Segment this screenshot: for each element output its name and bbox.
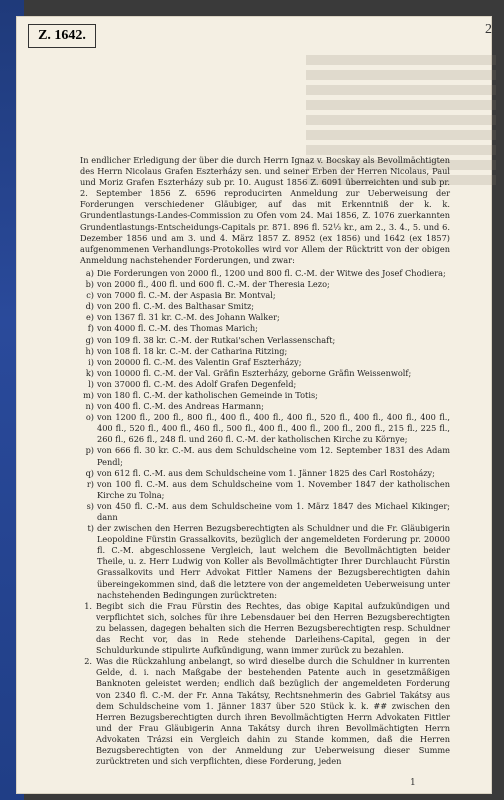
- claim-key: b): [85, 279, 94, 290]
- condition-key: 1.: [84, 600, 92, 611]
- claim-item: [80, 357, 450, 368]
- claim-item: [80, 335, 450, 346]
- claim-item: [80, 312, 450, 323]
- condition-text: Begibt sich die Frau Fürstin des Rechtes, das obige Kapital aufzukündigen und verpflichtet sich, solches für ihre Lebensdauer bei den Herren Bezugsberechtigten zu belassen, dagegen behalten sich die Herren Bezugsberechtigten resp. Schuldner das Recht vor, das in Rede stehende Darleihens-Capital, gegen in der Schuldurkunde stipulirte Aufkündigung, wann immer zurück zu bezahlen.: [96, 600, 450, 656]
- claim-text: Die Forderungen von 2000 fl., 1200 und 800 fl. C.-M. der Witwe des Josef Chodiera;: [97, 267, 446, 278]
- footer-mark: 1: [410, 778, 416, 788]
- claim-text: von 1200 fl., 200 fl., 800 fl., 400 fl., 400 fl., 400 fl., 520 fl., 400 fl., 400 fl., 400 fl., 400 fl., 520 fl., 400 fl., 460 fl., 500 fl., 400 fl., 400 fl., 200 fl., 200 fl., 215 fl., 225 fl., 260 fl., 626 fl., 248 fl. und 260 fl. C.-M. der katholischen Kirche zu Környe;: [97, 412, 450, 445]
- claim-text: von 200 fl. C.-M. des Balthasar Smitz;: [97, 301, 255, 312]
- claim-key: t): [87, 523, 94, 534]
- claim-text: von 666 fl. 30 kr. C.-M. aus dem Schuldscheine vom 12. September 1831 des Adam Pendl;: [97, 445, 450, 467]
- claim-text: von 400 fl. C.-M. des Andreas Harmann;: [97, 401, 264, 412]
- claim-text: von 2000 fl., 400 fl. und 600 fl. C.-M. der Theresia Lezo;: [97, 279, 330, 290]
- claim-text: von 450 fl. C.-M. aus dem Schuldscheine vom 1. März 1847 des Michael Kikinger; dann: [97, 500, 450, 522]
- claim-key: h): [85, 345, 94, 356]
- claim-key: r): [86, 478, 94, 489]
- claim-text: von 108 fl. 18 kr. C.-M. der Catharina Ritzing;: [97, 345, 288, 356]
- claim-key: f): [87, 323, 94, 334]
- claim-text: der zwischen den Herren Bezugsberechtigten als Schuldner und die Fr. Gläubigerin Leopoldine Fürstin Grassalkovits, bezüglich der angemeldeten Forderung pr. 20000 fl. C.-M. abgeschlossene Vergleich, laut welchem die Bevollmächtigten beider Theile, u. z. Herr Ludwig von Koller als Bevollmächtigter Ihrer Durchlaucht Fürstin Grassalkovits und Herr Advokat Fittler Namens der Bezugsberechtigten dahin übereingekommen sind, daß die letztere von der angemeldeten Ueberweisung unter nachstehenden Bedingungen zurücktreten:: [97, 523, 450, 600]
- claim-item: [80, 412, 450, 445]
- claim-text: von 7000 fl. C.-M. der Aspasia Br. Montval;: [97, 290, 276, 301]
- conditions-list: [80, 601, 450, 767]
- claim-key: n): [85, 401, 94, 412]
- claim-item: [80, 479, 450, 501]
- claim-text: von 100 fl. C.-M. aus dem Schuldscheine vom 1. November 1847 der katholischen Kirche zu Tolna;: [97, 478, 450, 500]
- claim-item: [80, 401, 450, 412]
- condition-key: 2.: [84, 656, 92, 667]
- claim-text: von 10000 fl. C.-M. der Val. Gräfin Eszterházy, geborne Gräfin Weissenwolf;: [97, 367, 412, 378]
- claim-text: von 4000 fl. C.-M. des Thomas Marich;: [97, 323, 258, 334]
- claim-item: [80, 523, 450, 601]
- claim-item: [80, 368, 450, 379]
- claim-text: von 180 fl. C.-M. der katholischen Gemeinde in Totis;: [97, 389, 318, 400]
- claim-text: von 20000 fl. C.-M. des Valentin Graf Eszterházy;: [97, 356, 302, 367]
- claim-key: g): [85, 334, 94, 345]
- claim-key: e): [85, 312, 94, 323]
- claim-item: [80, 323, 450, 334]
- claim-text: von 1367 fl. 31 kr. C.-M. des Johann Walker;: [97, 312, 280, 323]
- claim-key: q): [85, 467, 94, 478]
- claim-key: i): [88, 356, 94, 367]
- claim-item: [80, 290, 450, 301]
- claim-text: von 109 fl. 38 kr. C.-M. der Rutkai'schen Verlassenschaft;: [97, 334, 336, 345]
- claim-key: c): [86, 290, 94, 301]
- claim-key: a): [85, 267, 94, 278]
- claim-item: [80, 445, 450, 467]
- claim-text: von 37000 fl. C.-M. des Adolf Grafen Degenfeld;: [97, 378, 297, 389]
- claim-key: l): [88, 378, 94, 389]
- claim-key: d): [85, 301, 94, 312]
- page-number: 2: [485, 22, 492, 37]
- claim-item: [80, 379, 450, 390]
- file-reference-box: Z. 1642.: [28, 24, 96, 48]
- claim-key: m): [83, 389, 94, 400]
- claim-item: [80, 301, 450, 312]
- claim-key: s): [86, 500, 94, 511]
- intro-paragraph: In endlicher Erledigung der über die durch Herrn Ignaz v. Bocskay als Bevollmächtigten des Herrn Nicolaus Grafen Eszterházy sen. und seiner Erben der Herren Nicolaus, Paul und Moriz Grafen Eszterházy sub pr. 10. August 1856 Z. 6091 überreichten und sub pr. 2. September 1856 Z. 6596 reproducirten Anmeldung zur Ueberweisung der Forderungen verschiedener Gläubiger, auf das mit Erkenntniß der k. k. Grundentlastungs-Landes-Commission zu Ofen vom 24. Mai 1856, Z. 1076 zuerkannten Grundentlastungs-Entscheidungs-Capitals pr. 871. 896 fl. 52⅓ kr., am 2., 3. 4., 5. und 6. Dezember 1856 und am 3. und 4. März 1857 Z. 8952 (ex 1856) und 1642 (ex 1857) aufgenommenen Verhandlungs-Protokolles wird vor Allem der Rücktritt von der obigen Anmeldung nachstehender Forderungen, und zwar:: [80, 155, 450, 265]
- claim-key: o): [85, 412, 94, 423]
- claim-item: [80, 501, 450, 523]
- claim-key: p): [85, 445, 94, 456]
- claim-item: [80, 279, 450, 290]
- claim-item: [80, 268, 450, 279]
- claim-text: von 612 fl. C.-M. aus dem Schuldscheine vom 1. Jänner 1825 des Carl Rostoházy;: [97, 467, 435, 478]
- condition-text: Was die Rückzahlung anbelangt, so wird dieselbe durch die Schuldner in kurrenten Gelde, d. i. nach Maßgabe der bestehenden Patente auch in gesetzmäßigen Banknoten geleistet werden; endlich daß bezüglich der angemeldeten Forderung von 2340 fl. C.-M. der Fr. Anna Takátsy, Rechtsnehmerin des Gabriel Takátsy aus dem Schuldscheine vom 1. Jänner 1837 über 520 Stück k. k. ## zwischen den Herren Bezugsberechtigten durch ihren Bevollmächtigten Herrn Advokaten Fittler und der Frau Gläubigerin Anna Takátsy durch ihren Bevollmächtigten Herrn Advokaten Trázsi ein Vergleich dahin zu Stande kommen, daß die Herren Bezugsberechtigten von der Anmeldung zur Ueberweisung dieser Summe zurücktreten und sich verpflichten, diese Forderung, jeden: [96, 656, 450, 767]
- claim-key: k): [85, 367, 94, 378]
- condition-item: [80, 601, 450, 656]
- claim-item: [80, 468, 450, 479]
- claim-item: [80, 390, 450, 401]
- document-body: [80, 155, 450, 767]
- claim-item: [80, 346, 450, 357]
- condition-item: [80, 656, 450, 767]
- claims-list: [80, 268, 450, 601]
